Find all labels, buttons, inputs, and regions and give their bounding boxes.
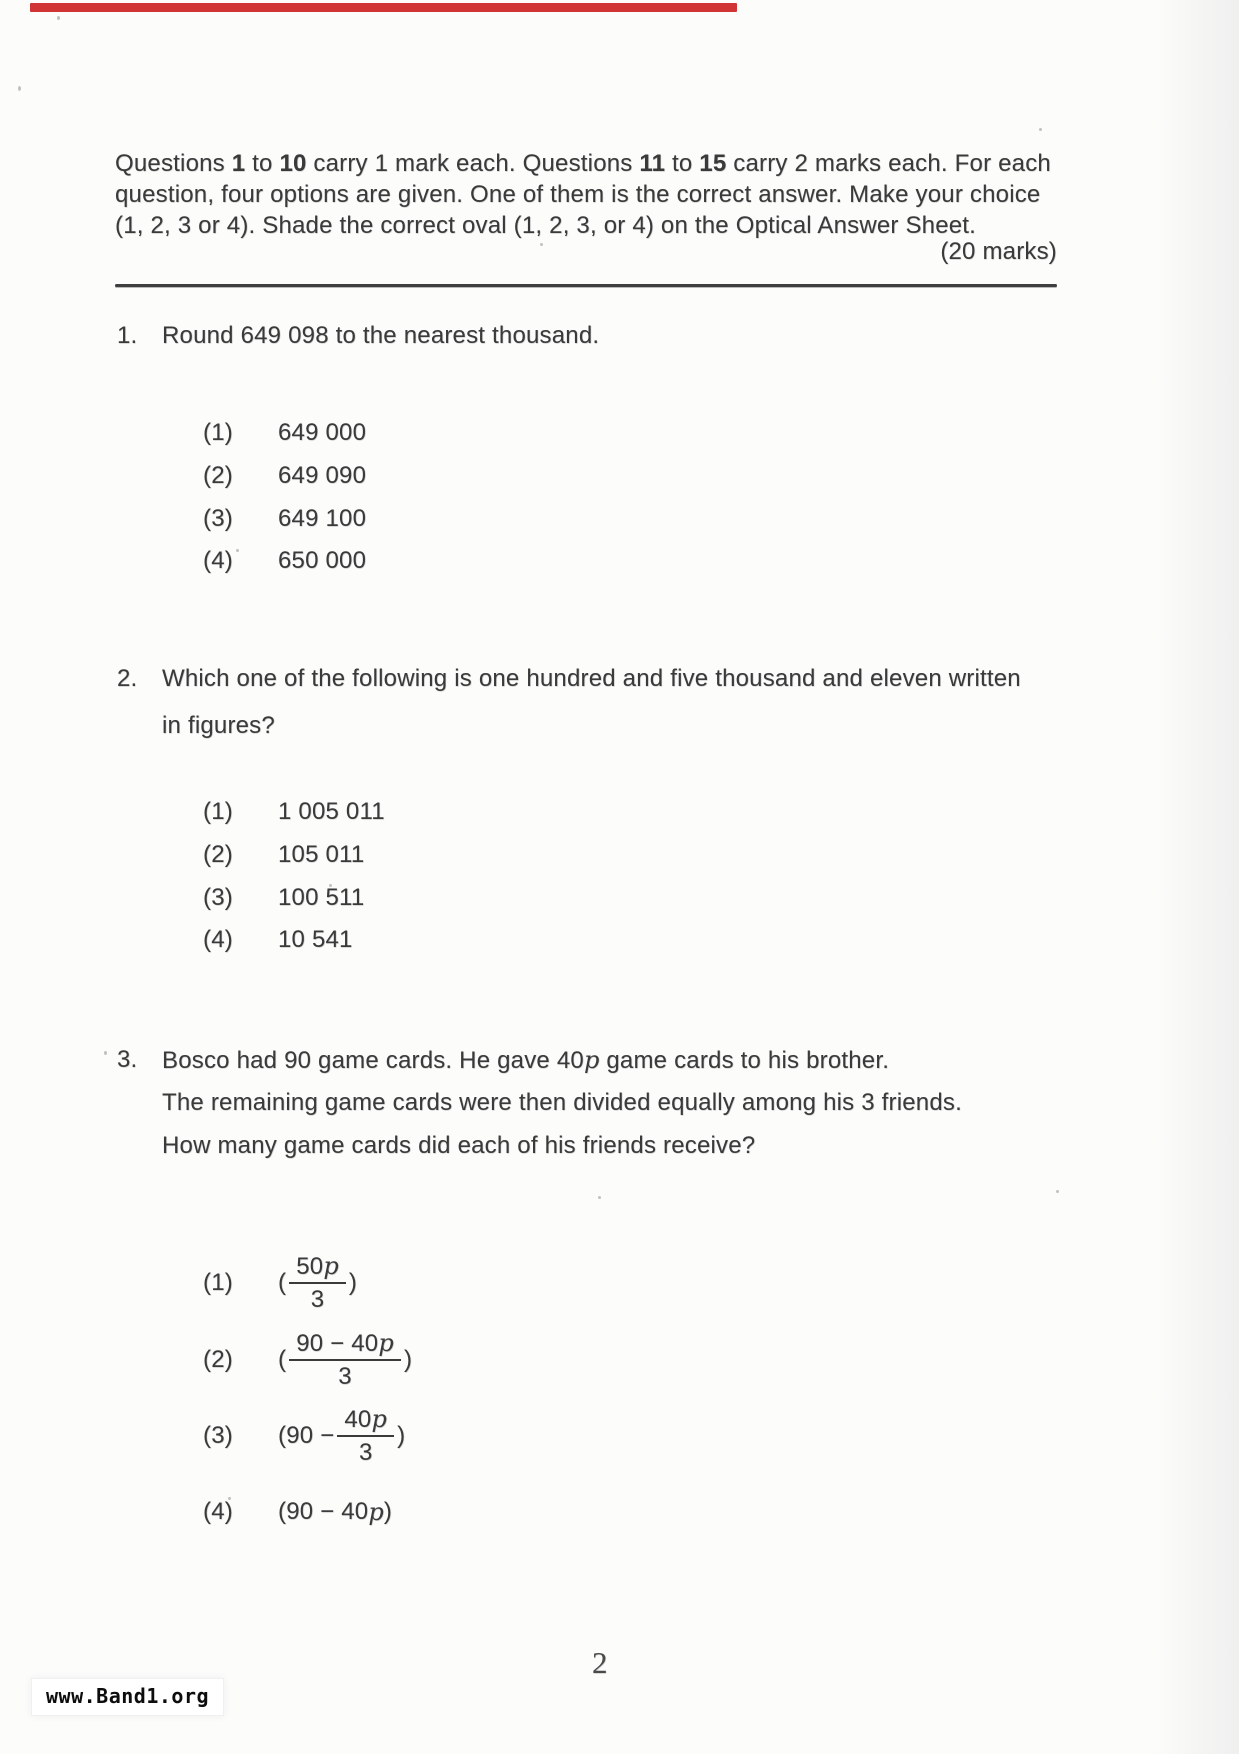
option-value: 649 000	[278, 419, 367, 446]
option-row	[203, 547, 366, 575]
scan-red-strip	[30, 3, 737, 12]
option-label: (1)	[203, 1269, 233, 1296]
option-label: (4)	[203, 1498, 233, 1525]
option-value: 10 541	[278, 926, 353, 953]
option-label: (3)	[203, 884, 233, 911]
scan-speck	[1056, 1190, 1059, 1193]
option-value: ( $\frac{90 - 40p}{3}$ )	[278, 1328, 413, 1390]
watermark-text: www.Band1.org	[46, 1684, 210, 1708]
option-row	[203, 1498, 392, 1526]
horizontal-rule	[115, 284, 1057, 287]
option-label: (4)	[203, 547, 233, 574]
question-1-number: 1.	[117, 322, 138, 349]
option-value: 1 005 011	[278, 798, 385, 825]
option-value: 100 511	[278, 884, 365, 911]
instructions-line: (1, 2, 3 or 4). Shade the correct oval (1, 2, 3, or 4) on the Optical Answer Sheet.	[115, 212, 977, 239]
question-3-text: The remaining game cards were then divided equally among his 3 friends.	[162, 1089, 962, 1116]
option-row	[203, 926, 353, 954]
question-2-number: 2.	[117, 665, 138, 692]
scan-speck	[104, 1051, 107, 1055]
option-label: (4)	[203, 926, 233, 953]
option-label: (1)	[203, 798, 233, 825]
page-number: 2	[592, 1645, 608, 1680]
option-value: 649 090	[278, 462, 367, 489]
scan-speck	[18, 86, 21, 91]
scan-edge-shadow	[1155, 0, 1239, 1754]
option-label: (2)	[203, 1346, 233, 1373]
option-row	[203, 798, 385, 826]
question-3-number: 3.	[117, 1046, 138, 1073]
instructions-block	[115, 148, 1057, 241]
option-value: (90 − $\frac{40p}{3}$ )	[278, 1404, 406, 1466]
marks-note: (20 marks)	[940, 238, 1057, 265]
question-1-text: Round 649 098 to the nearest thousand.	[162, 322, 600, 349]
option-row	[203, 841, 364, 869]
option-value: ( $\frac{50p}{3}$ )	[278, 1251, 358, 1313]
scan-speck	[57, 16, 60, 20]
option-row	[203, 884, 364, 912]
option-label: (3)	[203, 1422, 233, 1449]
question-2-text: Which one of the following is one hundred and five thousand and eleven written	[162, 665, 1021, 692]
instructions-line: question, four options are given. One of them is the correct answer. Make your choice	[115, 181, 1041, 208]
option-value: 105 011	[278, 841, 365, 868]
question-2-text: in figures?	[162, 712, 275, 739]
watermark-box	[31, 1678, 224, 1716]
option-label: (1)	[203, 419, 233, 446]
option-value: 650 000	[278, 547, 367, 574]
option-value: (90 − 40 p )	[278, 1498, 393, 1526]
question-3-text: How many game cards did each of his friends receive?	[162, 1132, 756, 1159]
instructions-line: Questions 1 to 10 carry 1 mark each. Questions 11 to 15 carry 2 marks each. For each	[115, 150, 1051, 177]
option-label: (2)	[203, 841, 233, 868]
option-row	[203, 419, 366, 447]
option-row	[203, 505, 366, 533]
option-label: (3)	[203, 505, 233, 532]
scan-speck	[1039, 128, 1042, 131]
scan-speck	[598, 1196, 601, 1199]
option-row	[203, 1404, 405, 1468]
question-3-text: Bosco had 90 game cards. He gave 40p game cards to his brother.	[162, 1046, 890, 1074]
option-label: (2)	[203, 462, 233, 489]
option-value: 649 100	[278, 505, 367, 532]
option-row	[203, 1328, 412, 1392]
option-row	[203, 1251, 357, 1315]
option-row	[203, 462, 366, 490]
